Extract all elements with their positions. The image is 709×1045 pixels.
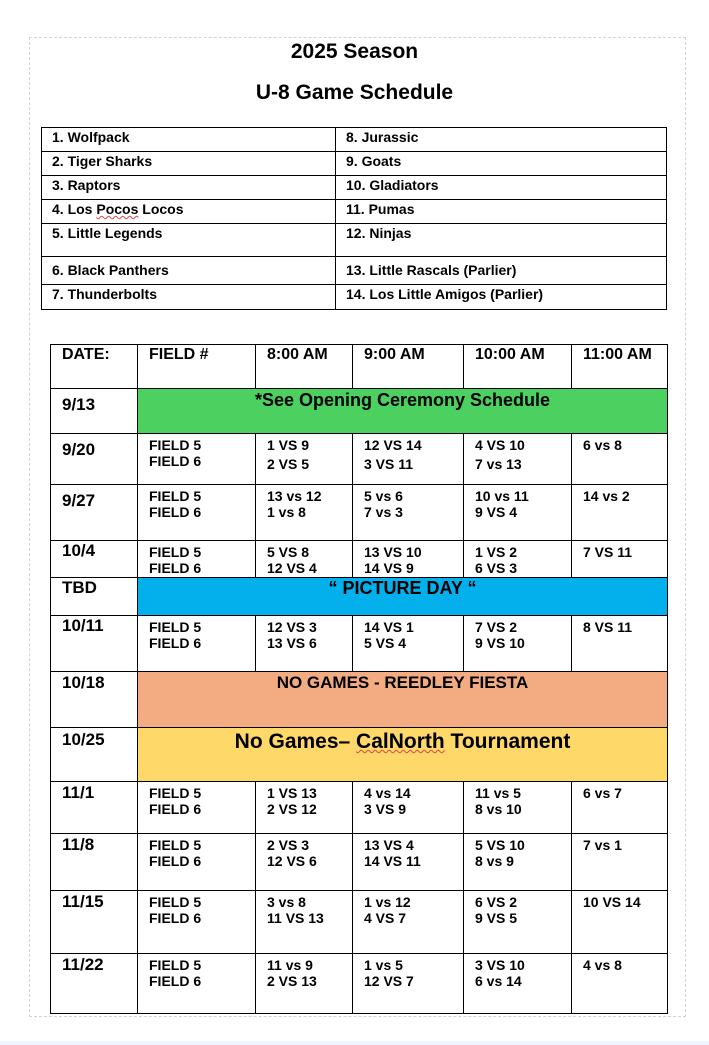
- game-cell: 1 VS 2 6 VS 3: [464, 541, 572, 578]
- team-cell: 13. Little Rascals (Parlier): [336, 257, 667, 285]
- table-row: [51, 954, 668, 1014]
- team-cell: 1. Wolfpack: [42, 128, 336, 152]
- season-title: 2025 Season: [290, 40, 419, 63]
- date-cell: 11/22: [51, 954, 138, 1014]
- date-cell: 11/15: [51, 891, 138, 954]
- calnorth-tournament-banner: No Games– CalNorth Tournament: [138, 728, 668, 782]
- game-cell: 1 vs 12 4 VS 7: [353, 891, 464, 954]
- table-row: [51, 672, 668, 728]
- header-row: [51, 345, 668, 389]
- game-cell: 3 VS 10 6 vs 14: [464, 954, 572, 1014]
- team-cell: 6. Black Panthers: [42, 257, 336, 285]
- game-cell: 5 VS 8 12 VS 4: [256, 541, 353, 578]
- game-cell: 13 VS 4 14 VS 11: [353, 834, 464, 891]
- table-row: [51, 834, 668, 891]
- table-row: [51, 389, 668, 434]
- date-cell: 10/18: [51, 672, 138, 728]
- game-cell: 1 VS 13 2 VS 12: [256, 782, 353, 834]
- teams-table: [41, 127, 667, 310]
- header-10am: 10:00 AM: [464, 345, 572, 389]
- header-date: DATE:: [51, 345, 138, 389]
- date-cell: 10/11: [51, 616, 138, 672]
- game-cell: 7 VS 11: [572, 541, 668, 578]
- team-cell: 10. Gladiators: [336, 176, 667, 200]
- table-row: [51, 728, 668, 782]
- game-cell: 1 vs 5 12 VS 7: [353, 954, 464, 1014]
- field-cell: FIELD 5 FIELD 6: [138, 954, 256, 1014]
- date-cell: 10/4: [51, 541, 138, 578]
- game-cell: 14 VS 1 5 VS 4: [353, 616, 464, 672]
- game-cell: 14 vs 2: [572, 485, 668, 541]
- game-cell: 3 vs 8 11 VS 13: [256, 891, 353, 954]
- game-cell: 7 vs 1: [572, 834, 668, 891]
- game-cell: 11 vs 5 8 vs 10: [464, 782, 572, 834]
- picture-day-banner: “ PICTURE DAY “: [138, 578, 668, 616]
- game-cell: 4 vs 8: [572, 954, 668, 1014]
- date-cell: 9/27: [51, 485, 138, 541]
- game-cell: 7 VS 2 9 VS 10: [464, 616, 572, 672]
- schedule-title: U-8 Game Schedule: [255, 81, 454, 104]
- date-cell: 11/1: [51, 782, 138, 834]
- table-row: [51, 616, 668, 672]
- reedley-fiesta-banner: NO GAMES - REEDLEY FIESTA: [138, 672, 668, 728]
- field-cell: FIELD 5 FIELD 6: [138, 834, 256, 891]
- header-9am: 9:00 AM: [353, 345, 464, 389]
- field-cell: FIELD 5 FIELD 6: [138, 485, 256, 541]
- team-cell: 12. Ninjas: [336, 224, 667, 257]
- field-cell: FIELD 5 FIELD 6: [138, 541, 256, 578]
- date-cell: 9/20: [51, 434, 138, 485]
- game-cell: 12 VS 14 3 VS 11: [353, 434, 464, 485]
- opening-ceremony-banner: *See Opening Ceremony Schedule: [138, 389, 668, 434]
- game-cell: 4 VS 10 7 vs 13: [464, 434, 572, 485]
- game-cell: 13 VS 10 14 VS 9: [353, 541, 464, 578]
- game-cell: 1 VS 9 2 VS 5: [256, 434, 353, 485]
- page-bottom-edge: [0, 1041, 709, 1045]
- field-cell: FIELD 5 FIELD 6: [138, 782, 256, 834]
- game-cell: 6 VS 2 9 VS 5: [464, 891, 572, 954]
- game-cell: 6 vs 8: [572, 434, 668, 485]
- game-cell: 10 VS 14: [572, 891, 668, 954]
- team-cell: 4. Los Pocos Locos: [42, 200, 336, 224]
- game-cell: 12 VS 3 13 VS 6: [256, 616, 353, 672]
- game-cell: 4 vs 14 3 VS 9: [353, 782, 464, 834]
- game-cell: 13 vs 12 1 vs 8: [256, 485, 353, 541]
- game-cell: 2 VS 3 12 VS 6: [256, 834, 353, 891]
- game-schedule-table: [50, 344, 668, 1014]
- game-cell: 10 vs 11 9 VS 4: [464, 485, 572, 541]
- table-row: [51, 891, 668, 954]
- date-cell: TBD: [51, 578, 138, 616]
- team-cell: 14. Los Little Amigos (Parlier): [336, 285, 667, 310]
- header-8am: 8:00 AM: [256, 345, 353, 389]
- header-field: FIELD #: [138, 345, 256, 389]
- date-cell: 11/8: [51, 834, 138, 891]
- field-cell: FIELD 5 FIELD 6: [138, 616, 256, 672]
- header-11am: 11:00 AM: [572, 345, 668, 389]
- team-cell: 5. Little Legends: [42, 224, 336, 257]
- game-cell: 8 VS 11: [572, 616, 668, 672]
- game-cell: 5 vs 6 7 vs 3: [353, 485, 464, 541]
- date-cell: 10/25: [51, 728, 138, 782]
- game-cell: 5 VS 10 8 vs 9: [464, 834, 572, 891]
- table-row: [51, 434, 668, 485]
- team-cell: 7. Thunderbolts: [42, 285, 336, 310]
- table-row: [51, 782, 668, 834]
- team-cell: 11. Pumas: [336, 200, 667, 224]
- field-cell: FIELD 5 FIELD 6: [138, 434, 256, 485]
- team-cell: 9. Goats: [336, 152, 667, 176]
- game-cell: 11 vs 9 2 VS 13: [256, 954, 353, 1014]
- team-cell: 3. Raptors: [42, 176, 336, 200]
- table-row: [51, 485, 668, 541]
- team-cell: 2. Tiger Sharks: [42, 152, 336, 176]
- date-cell: 9/13: [51, 389, 138, 434]
- team-cell: 8. Jurassic: [336, 128, 667, 152]
- spell-underlined-word: Pocos: [96, 201, 139, 217]
- field-cell: FIELD 5 FIELD 6: [138, 891, 256, 954]
- table-row: [51, 578, 668, 616]
- table-row: [51, 541, 668, 578]
- game-cell: 6 vs 7: [572, 782, 668, 834]
